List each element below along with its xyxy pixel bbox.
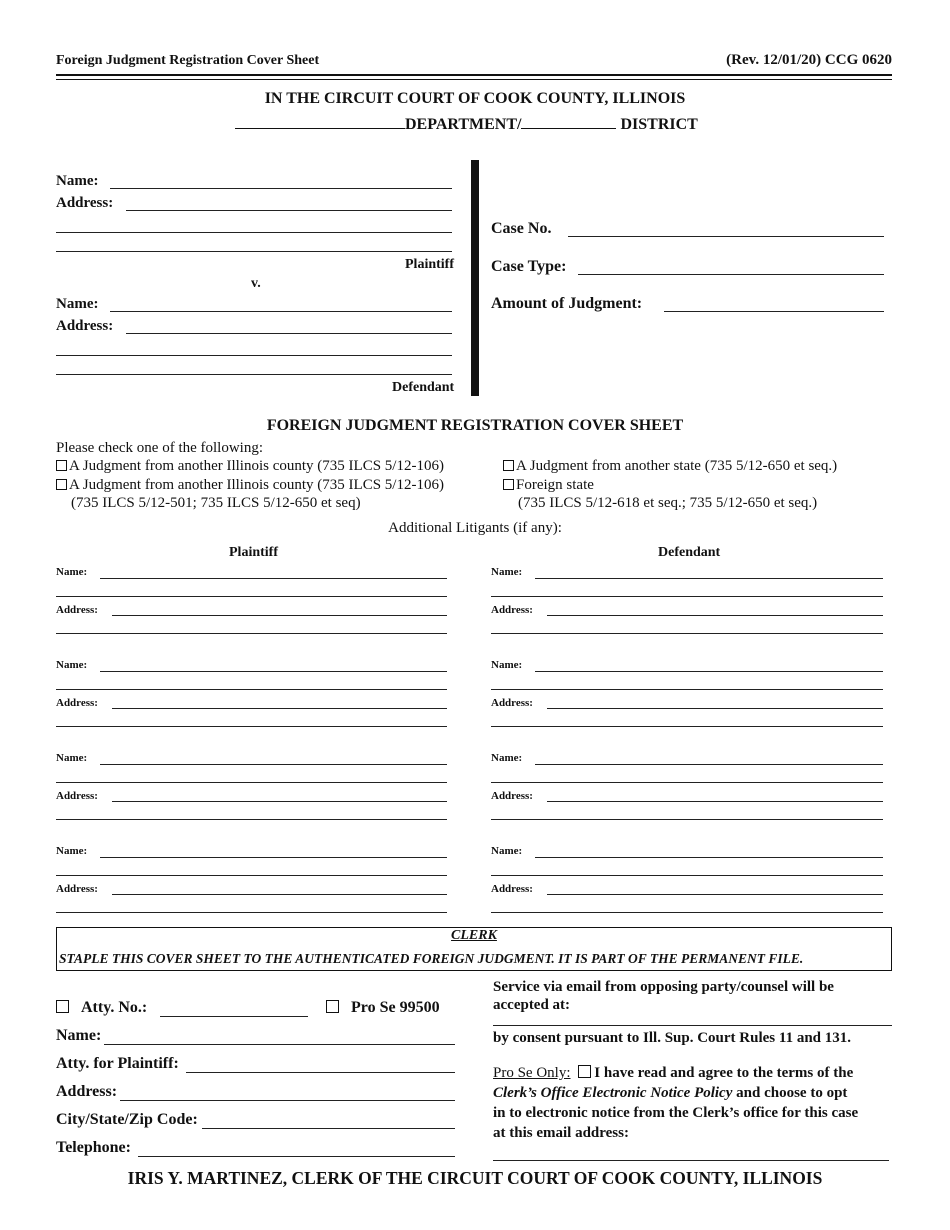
litigant-address-line2[interactable] <box>491 633 883 634</box>
litigant-address-label: Address: <box>491 604 533 616</box>
case-no-field[interactable] <box>568 236 884 237</box>
service-email-text: Service via email from opposing party/counsel will be accepted at: <box>493 979 834 1013</box>
litigant-address-field[interactable] <box>547 615 883 616</box>
department-district-line: DEPARTMENT/ DISTRICT <box>235 114 715 134</box>
case-type-field[interactable] <box>578 274 884 275</box>
atty-no-row: Atty. No.: <box>56 999 147 1017</box>
litigant-name-field[interactable] <box>100 857 447 858</box>
litigant-name-label: Name: <box>56 659 88 671</box>
clerk-box <box>56 927 892 971</box>
clerk-instruction: STAPLE THIS COVER SHEET TO THE AUTHENTICATED FOREIGN JUDGMENT. IT IS PART OF THE PERMANENT FILE. <box>59 951 804 966</box>
header-rule-thin <box>56 79 892 80</box>
litigant-address-label: Address: <box>491 790 533 802</box>
litigant-address-line2[interactable] <box>56 912 447 913</box>
option-another-state[interactable]: A Judgment from another state (735 5/12-650 et seq.) <box>503 458 837 475</box>
litigant-plaintiff-1 <box>56 566 448 661</box>
atty-telephone-label: Telephone: <box>56 1139 131 1156</box>
atty-no-field[interactable] <box>160 1016 308 1017</box>
litigant-address-field[interactable] <box>112 708 447 709</box>
litigant-address-line2[interactable] <box>491 726 883 727</box>
litigant-name-field[interactable] <box>100 578 447 579</box>
litigant-defendant-4 <box>491 845 884 940</box>
defendant-address-line3[interactable] <box>56 374 452 375</box>
checkbox-icon[interactable] <box>56 479 67 490</box>
litigant-defendant-1 <box>491 566 884 661</box>
litigant-address-label: Address: <box>56 604 98 616</box>
litigant-address-label: Address: <box>56 883 98 895</box>
litigant-address-field[interactable] <box>112 894 447 895</box>
consent-text: by consent pursuant to Ill. Sup. Court Rules 11 and 131. <box>493 1030 852 1046</box>
service-email-field[interactable] <box>493 1025 892 1026</box>
litigant-plaintiff-3 <box>56 752 448 847</box>
defendant-name-label: Name: <box>56 296 99 312</box>
versus-label: v. <box>251 276 261 291</box>
litigant-plaintiff-4 <box>56 845 448 940</box>
amount-label: Amount of Judgment: <box>491 295 643 312</box>
pro-se-only-label: Pro Se Only: <box>493 1065 571 1081</box>
option-foreign-state-citation: (735 ILCS 5/12-618 et seq.; 735 5/12-650 et seq.) <box>518 495 818 511</box>
plaintiff-address-line3[interactable] <box>56 251 452 252</box>
clerk-footer: IRIS Y. MARTINEZ, CLERK OF THE CIRCUIT COURT OF COOK COUNTY, ILLINOIS <box>127 1168 823 1188</box>
litigant-address-line2[interactable] <box>56 819 447 820</box>
litigant-address-line2[interactable] <box>491 912 883 913</box>
defendant-address-field[interactable] <box>126 333 452 334</box>
amount-field[interactable] <box>664 311 884 312</box>
plaintiff-name-field[interactable] <box>110 188 452 189</box>
atty-for-label: Atty. for Plaintiff: <box>56 1055 179 1072</box>
litigant-address-line2[interactable] <box>56 726 447 727</box>
litigant-address-label: Address: <box>56 697 98 709</box>
pro-se-email-field[interactable] <box>493 1160 889 1161</box>
litigant-address-line2[interactable] <box>56 633 447 634</box>
caption-divider <box>471 160 479 396</box>
litigant-name-line2[interactable] <box>491 596 883 597</box>
atty-telephone-field[interactable] <box>138 1156 455 1157</box>
defendant-address-label: Address: <box>56 318 114 334</box>
plaintiff-address-label: Address: <box>56 195 114 211</box>
litigant-address-field[interactable] <box>112 801 447 802</box>
checkbox-icon[interactable] <box>56 460 67 471</box>
defendant-address-line2[interactable] <box>56 355 452 356</box>
atty-address-label: Address: <box>56 1083 118 1100</box>
pro-se-notice: Pro Se Only: I have read and agree to the terms of the Clerk’s Office Electronic Notice Policy and choose to opt in to electronic notice from the Clerk’s office for this case at this email address: <box>493 1065 859 1141</box>
form-code: (Rev. 12/01/20) CCG 0620 <box>726 52 892 68</box>
litigant-address-field[interactable] <box>547 801 883 802</box>
litigant-name-label: Name: <box>56 845 88 857</box>
clerk-title: CLERK <box>451 928 497 943</box>
option-illinois-county-2[interactable]: A Judgment from another Illinois county (735 ILCS 5/12-106) <box>56 477 444 494</box>
litigant-name-field[interactable] <box>100 764 447 765</box>
atty-city-field[interactable] <box>202 1128 455 1129</box>
plaintiff-name-label: Name: <box>56 173 99 189</box>
plaintiff-address-field[interactable] <box>126 210 452 211</box>
court-title: IN THE CIRCUIT COURT OF COOK COUNTY, ILLINOIS <box>264 90 686 107</box>
litigant-address-field[interactable] <box>547 708 883 709</box>
litigant-address-label: Address: <box>491 697 533 709</box>
atty-for-field[interactable] <box>186 1072 455 1073</box>
litigant-address-line2[interactable] <box>491 819 883 820</box>
pro-se-agree-checkbox-icon[interactable] <box>578 1065 591 1078</box>
litigant-name-label: Name: <box>56 752 88 764</box>
litigant-name-field[interactable] <box>535 671 883 672</box>
litigant-name-line2[interactable] <box>491 875 883 876</box>
litigant-name-field[interactable] <box>535 857 883 858</box>
pro-se-checkbox-icon[interactable] <box>326 1000 339 1013</box>
defendant-label: Defendant <box>392 380 455 395</box>
litigant-address-field[interactable] <box>547 894 883 895</box>
litigant-name-line2[interactable] <box>56 689 447 690</box>
litigant-address-field[interactable] <box>112 615 447 616</box>
litigant-defendant-2 <box>491 659 884 754</box>
header-rule <box>56 74 892 76</box>
cover-sheet-title: FOREIGN JUDGMENT REGISTRATION COVER SHEET <box>266 417 684 434</box>
litigant-plaintiff-2 <box>56 659 448 754</box>
pro-se-row[interactable]: Pro Se 99500 <box>326 999 440 1017</box>
checkbox-icon[interactable] <box>503 479 514 490</box>
plaintiff-label: Plaintiff <box>405 257 454 272</box>
litigant-name-label: Name: <box>56 566 88 578</box>
litigant-defendant-3 <box>491 752 884 847</box>
option-foreign-state[interactable]: Foreign state <box>503 477 594 494</box>
litigant-name-field[interactable] <box>535 578 883 579</box>
option-illinois-county-1[interactable]: A Judgment from another Illinois county (735 ILCS 5/12-106) <box>56 458 444 475</box>
additional-litigants-label: Additional Litigants (if any): <box>388 520 562 536</box>
litigant-name-label: Name: <box>491 845 523 857</box>
district-blank[interactable] <box>521 114 616 129</box>
case-type-label: Case Type: <box>491 258 567 275</box>
atty-address-field[interactable] <box>120 1100 455 1101</box>
defendant-column-header: Defendant <box>658 545 721 560</box>
litigant-name-label: Name: <box>491 752 523 764</box>
litigant-name-line2[interactable] <box>56 782 447 783</box>
litigant-name-label: Name: <box>491 566 523 578</box>
atty-city-label: City/State/Zip Code: <box>56 1111 198 1128</box>
plaintiff-address-line2[interactable] <box>56 232 452 233</box>
checkbox-icon[interactable] <box>503 460 514 471</box>
department-blank[interactable] <box>235 114 405 129</box>
atty-name-label: Name: <box>56 1027 102 1044</box>
form-title: Foreign Judgment Registration Cover Sheet <box>56 53 320 68</box>
litigant-name-field[interactable] <box>535 764 883 765</box>
atty-name-field[interactable] <box>104 1044 455 1045</box>
plaintiff-column-header: Plaintiff <box>229 545 278 560</box>
litigant-name-field[interactable] <box>100 671 447 672</box>
option-illinois-county-2-citation: (735 ILCS 5/12-501; 735 ILCS 5/12-650 et seq) <box>71 495 361 511</box>
litigant-name-line2[interactable] <box>491 689 883 690</box>
atty-checkbox-icon[interactable] <box>56 1000 69 1013</box>
check-instruction: Please check one of the following: <box>56 440 264 456</box>
litigant-name-line2[interactable] <box>56 596 447 597</box>
litigant-name-line2[interactable] <box>56 875 447 876</box>
litigant-address-label: Address: <box>491 883 533 895</box>
litigant-name-label: Name: <box>491 659 523 671</box>
defendant-name-field[interactable] <box>110 311 452 312</box>
case-no-label: Case No. <box>491 220 552 237</box>
litigant-address-label: Address: <box>56 790 98 802</box>
litigant-name-line2[interactable] <box>491 782 883 783</box>
